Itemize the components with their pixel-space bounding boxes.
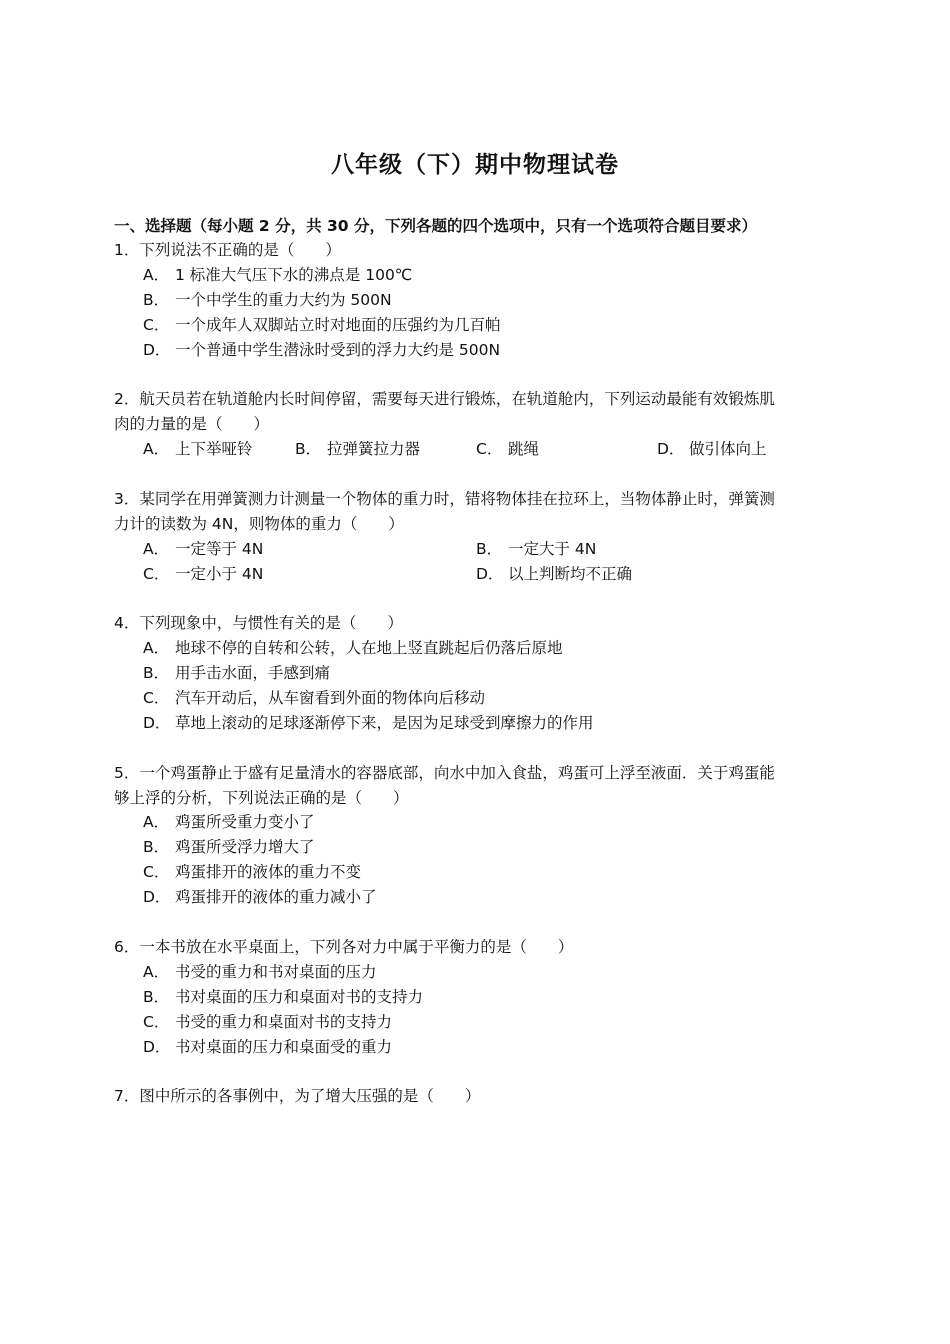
option-text: 一个成年人双脚站立时对地面的压强约为几百帕 xyxy=(175,316,501,334)
option-letter: C． xyxy=(143,1013,170,1031)
option-letter: D． xyxy=(143,341,171,359)
option-text: 地球不停的自转和公转，人在地上竖直跳起后仍落后原地 xyxy=(175,639,563,657)
question-4-stem: 4．下列现象中，与惯性有关的是（ ） xyxy=(114,614,403,632)
option-letter: B． xyxy=(143,291,170,309)
section-heading: 一、选择题（每小题 2 分，共 30 分，下列各题的四个选项中，只有一个选项符合题目要求） xyxy=(114,217,757,235)
question-4-option-c xyxy=(143,688,485,708)
question-4-option-b xyxy=(143,663,330,683)
question-2-stem-line-1: 2．航天员若在轨道舱内长时间停留，需要每天进行锻炼，在轨道舱内，下列运动最能有效锻炼肌 xyxy=(114,390,775,408)
page-title: 八年级（下）期中物理试卷 xyxy=(331,152,619,178)
option-text: 鸡蛋排开的液体的重力不变 xyxy=(175,863,362,881)
question-2-option-a xyxy=(143,439,253,459)
option-letter: B． xyxy=(295,440,322,458)
option-letter: B． xyxy=(143,838,170,856)
option-letter: B． xyxy=(143,664,170,682)
option-letter: A． xyxy=(143,639,170,657)
option-text: 书受的重力和桌面对书的支持力 xyxy=(175,1013,393,1031)
question-6-option-c xyxy=(143,1012,392,1032)
question-2-stem-line-2: 肉的力量的是（ ） xyxy=(114,415,270,433)
question-1-option-d xyxy=(143,340,500,360)
question-6-stem: 6．一本书放在水平桌面上，下列各对力中属于平衡力的是（ ） xyxy=(114,938,574,956)
question-5-option-a xyxy=(143,812,315,832)
question-3-option-d xyxy=(476,564,632,584)
option-text: 上下举哑铃 xyxy=(175,440,253,458)
option-letter: C． xyxy=(143,689,170,707)
option-text: 一定大于 4N xyxy=(508,540,597,558)
option-text: 一个中学生的重力大约为 500N xyxy=(175,291,392,309)
option-text: 跳绳 xyxy=(508,440,540,458)
question-4-option-a xyxy=(143,638,563,658)
question-5-option-d xyxy=(143,887,377,907)
question-1-option-c xyxy=(143,315,501,335)
question-2-option-d xyxy=(657,439,767,459)
option-letter: B． xyxy=(143,988,170,1006)
option-text: 书对桌面的压力和桌面受的重力 xyxy=(175,1038,393,1056)
question-5-option-b xyxy=(143,837,315,857)
option-text: 书受的重力和书对桌面的压力 xyxy=(175,963,377,981)
question-3-option-a xyxy=(143,539,263,559)
question-2-option-b xyxy=(295,439,420,459)
question-1-stem: 1．下列说法不正确的是（ ） xyxy=(114,241,341,259)
option-text: 用手击水面，手感到痛 xyxy=(175,664,331,682)
option-letter: D． xyxy=(143,1038,171,1056)
option-text: 鸡蛋所受浮力增大了 xyxy=(175,838,315,856)
option-letter: A． xyxy=(143,540,170,558)
question-5-option-c xyxy=(143,862,361,882)
option-text: 鸡蛋排开的液体的重力减小了 xyxy=(175,888,377,906)
option-letter: A． xyxy=(143,440,170,458)
question-6-option-a xyxy=(143,962,377,982)
question-3-option-b xyxy=(476,539,596,559)
option-text: 书对桌面的压力和桌面对书的支持力 xyxy=(175,988,424,1006)
option-text: 一个普通中学生潜泳时受到的浮力大约是 500N xyxy=(175,341,501,359)
option-letter: D． xyxy=(143,714,171,732)
question-1-option-b xyxy=(143,290,392,310)
option-letter: D． xyxy=(476,565,504,583)
option-letter: C． xyxy=(143,863,170,881)
option-letter: A． xyxy=(143,266,170,284)
question-3-stem-line-1: 3．某同学在用弹簧测力计测量一个物体的重力时，错将物体挂在拉环上，当物体静止时，弹簧测 xyxy=(114,490,775,508)
option-letter: D． xyxy=(657,440,685,458)
option-letter: C． xyxy=(143,565,170,583)
option-text: 做引体向上 xyxy=(689,440,767,458)
question-3-option-c xyxy=(143,564,263,584)
option-text: 一定小于 4N xyxy=(175,565,264,583)
option-text: 草地上滚动的足球逐渐停下来，是因为足球受到摩擦力的作用 xyxy=(175,714,594,732)
option-text: 以上判断均不正确 xyxy=(508,565,633,583)
question-3-stem-line-2: 力计的读数为 4N，则物体的重力（ ） xyxy=(114,515,404,533)
question-2-option-c xyxy=(476,439,539,459)
question-4-option-d xyxy=(143,713,594,733)
option-letter: A． xyxy=(143,813,170,831)
question-5-stem-line-1: 5．一个鸡蛋静止于盛有足量清水的容器底部，向水中加入食盐，鸡蛋可上浮至液面．关于鸡蛋能 xyxy=(114,764,775,782)
option-text: 1 标准大气压下水的沸点是 100℃ xyxy=(175,266,413,284)
option-text: 汽车开动后，从车窗看到外面的物体向后移动 xyxy=(175,689,486,707)
question-1-option-a xyxy=(143,265,412,285)
option-text: 拉弹簧拉力器 xyxy=(327,440,421,458)
option-letter: A． xyxy=(143,963,170,981)
option-letter: D． xyxy=(143,888,171,906)
question-7-stem: 7．图中所示的各事例中，为了增大压强的是（ ） xyxy=(114,1087,481,1105)
option-text: 鸡蛋所受重力变小了 xyxy=(175,813,315,831)
question-5-stem-line-2: 够上浮的分析，下列说法正确的是（ ） xyxy=(114,789,409,807)
option-letter: C． xyxy=(143,316,170,334)
option-letter: C． xyxy=(476,440,503,458)
option-letter: B． xyxy=(476,540,503,558)
option-text: 一定等于 4N xyxy=(175,540,264,558)
question-6-option-b xyxy=(143,987,423,1007)
question-6-option-d xyxy=(143,1037,392,1057)
